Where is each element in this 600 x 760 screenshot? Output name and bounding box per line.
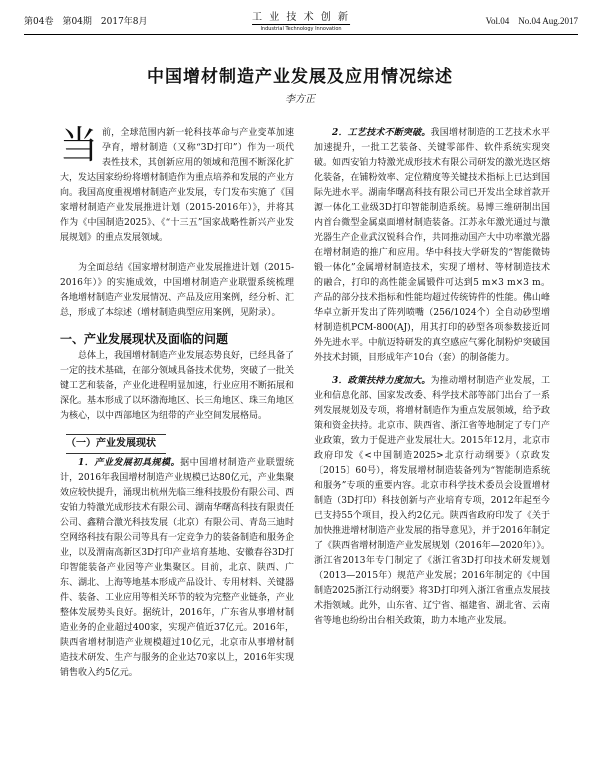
article-author: 李方正 [285, 94, 315, 105]
article-title: 中国增材制造产业发展及应用情况综述 [147, 67, 453, 87]
intro-text: 前，全球范围内新一轮科技革命与产业变革加速孕育，增材制造（又称“3D打印”）作为一项代表性技术，其创新应用的领域和范围不断深化扩大，发达国家纷纷将增材制造作为重点培养和发展的产业方向。我国高度重视增材制造产业发展，专门发布实施了《国家增材制造产业发展推进计划（2015-2016年）》，并将其作为《中国制造2025》、《“十三五”国家战略性新兴产业发展规划》的重点发展领域。 [60, 128, 295, 243]
running-header [24, 8, 578, 34]
technology-text: 我国增材制造的工艺技术水平加速提升，一批工艺装备、关键零部件、软件系统实现突破。如西安铂力特激光成形技术有限公司研发的激光选区熔化装备，在铺粉效率、定位精度等关键技术指标上已达到国际先进水平。湖南华曙高科技有限公司已开发出全球首款开源一体化工业级3D打印智能制造系统。易博三维研制出国内首台微型金属桌面增材制造装备。江苏永年激光通过与激光器生产企业武汉锐科合作，共同推动国产大中功率激光器在增材制造的推广和应用。华中科技大学研发的“智能微铸锻一体化”金属增材制造技术，实现了增材、等材制造技术的融合，打印的高性能金属锻件可达到5 m×3 m×3 m。产品的部分技术指标和性能均超过传统铸件的性能。佛山峰华卓立新开发出了阵列喷嘴（256/1024个）全自动砂型增材制造机PCM-800(AJ)，用其打印的砂型各项参数接近同外先进水平。中航迈特研发的真空感应气雾化制粉炉突破国外技术封锁，目形成年产10台（套）的制备能力。 [314, 128, 550, 363]
section-heading-1: 一、产业发展现状及面临的问题 [60, 332, 229, 346]
paragraph-policy [314, 374, 550, 629]
drop-cap: 当 [60, 123, 99, 167]
paragraph-intro [60, 123, 295, 246]
scale-text: 据中国增材制造产业联盟统计，2016年我国增材制造产业规模已达80亿元，产业集聚效应较快提升，涌现出杭州先临三维科技股份有限公司、西安铂力特激光成形技术有限公司、湖南华曙高科技有限责任公司、鑫精合激光科技发展（北京）有限公司、青岛三迪时空网络科技有限公司等具有一定竞争力的装备制造和服务企业，以及渭南高新区3D打印产业培育基地、安徽春谷3D打印智能装备产业园等产业集聚区。目前，北京、陕西、广东、湖北、上海等地基本形成产品设计、专用材料、关键器件、装备、工业应用等相关环节的较为完整产业链条，产业整体发展势头良好。据统计，2016年，广东省从事增材制造业务的企业超过400家，实现产值近37亿元。2016年，陕西省增材制造产业规模超过10亿元，北京市从事增材制造技术研发、生产与服务的企业达70家以上，2016年实现销售收入约5亿元。 [60, 458, 295, 678]
paragraph-technology [314, 126, 550, 366]
paragraph-summary: 为全面总结《国家增材制造产业发展推进计划（2015-2016年）》的实施成效，中国增材制造产业联盟系统梳理各地增材制造产业发展情况、产品及应用案例，经分析、汇总，形成了本综述（增材制造典型应用案例，见附录）。 [60, 263, 295, 318]
lead-technology: 2．工艺技术不断突破。 [332, 128, 431, 138]
subsection-heading-1: （一）产业发展现状 [66, 434, 166, 454]
header-rule [24, 34, 578, 35]
left-column [60, 123, 295, 681]
issue-info: 第04卷 第04期 2017年8月 [24, 17, 148, 27]
paragraph-overview: 总体上，我国增材制造产业发展态势良好，已经具备了一定的技术基础，在部分领域具备技术优势，突破了一批关键工艺和装备，产业化进程明显加速，行业应用不断拓展和深化。基本形成了以环渤海地区、长三角地区、珠三角地区为核心，以中西部地区为纽带的产业空间发展格局。 [60, 351, 295, 421]
journal-name [252, 8, 350, 32]
journal-name-cn: 工 业 技 术 创 新 [252, 12, 350, 23]
volume-info: Vol.04 No.04 Aug.2017 [485, 16, 578, 26]
paragraph-scale [60, 456, 294, 681]
right-column [314, 126, 550, 629]
lead-policy: 3．政策扶持力度加大。 [332, 376, 431, 386]
lead-scale: 1．产业发展初具规模。 [78, 458, 181, 468]
journal-name-en: Industrial Technology Innovation [252, 24, 350, 32]
policy-text: 为推动增材制造产业发展，工业和信息化部、国家发改委、科学技术部等部门出台了一系列发展规划及专项，将增材制造作为重点发展领域，给予政策和资金扶持。北京市、陕西省、浙江省等地制定了专门产业政策，致力于促进产业发展壮大。2015年12月，北京市政府印发《<中国制造2025>北京行动纲要》（京政发〔2015〕60号），将发展增材制造装备列为“智能制造系统和服务”专项的重要内容。北京市科学技术委员会设置增材制造（3D打印）科技创新与产业培育专项，2012年起至今已支持55个项目，投入约2亿元。陕西省政府印发了《关于加快推进增材制造产业发展的指导意见》，并于2016年制定了《陕西省增材制造产业发展规划（2016年—2020年）》。浙江省2013年专门制定了《浙江省3D打印技术研发规划（2013—2015年）规范产业发展；2016年制定的《中国制造2025浙江行动纲要》将3D打印列入浙江省重点发展技术指领域。此外，山东省、辽宁省、福建省、湖北省、云南省等地也纷纷出台相关政策，助力本地产业发展。 [314, 376, 550, 626]
